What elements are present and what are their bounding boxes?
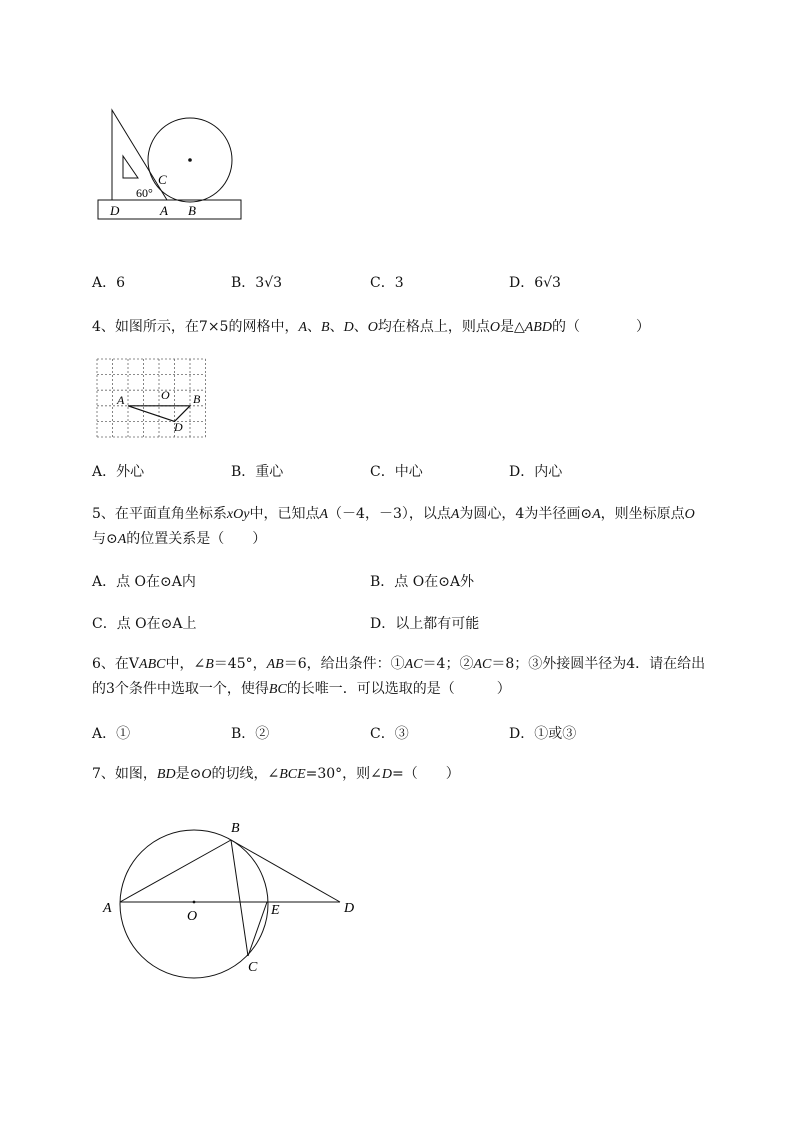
q6-text: 的长唯一．可以选取的是（ ） bbox=[286, 681, 511, 697]
q6-option-a: A．① bbox=[92, 726, 131, 742]
q5-text: 5、在平面直角坐标系 bbox=[92, 506, 227, 522]
q4-var: B bbox=[321, 320, 330, 335]
q7-line-ab bbox=[120, 840, 231, 902]
q6-text: 6、在V bbox=[92, 656, 140, 672]
q4-var: D bbox=[343, 320, 354, 335]
q6-var: B bbox=[205, 657, 214, 672]
q5-line-2 bbox=[92, 527, 782, 552]
q4-text: 、 bbox=[353, 319, 368, 335]
q4-question bbox=[92, 315, 782, 340]
q7-label-B: B bbox=[231, 821, 240, 836]
q4-option-b: B．重心 bbox=[231, 464, 284, 480]
q4-var: O bbox=[489, 320, 500, 335]
q7-tangent-bd bbox=[231, 840, 340, 902]
q4-var: ABD bbox=[524, 320, 552, 335]
q4-option-d: D．内心 bbox=[509, 464, 563, 480]
q4-label-D: D bbox=[174, 420, 183, 434]
q6-text: ＝4；② bbox=[422, 656, 474, 672]
q5-var: O bbox=[684, 507, 695, 522]
q6-text: 中，∠ bbox=[165, 656, 206, 672]
q7-center-dot bbox=[193, 901, 196, 904]
q5-text: 与⊙ bbox=[92, 531, 118, 547]
q3-label-B: B bbox=[188, 203, 196, 218]
q3-option-c: C．3 bbox=[370, 275, 404, 291]
q6-option-c: C．③ bbox=[370, 726, 409, 742]
q7-var: D bbox=[381, 767, 393, 782]
q4-option-a: A．外心 bbox=[92, 464, 145, 480]
q7-figure bbox=[98, 814, 368, 984]
q4-text: 是△ bbox=[499, 319, 525, 335]
q3-figure bbox=[92, 104, 252, 224]
q4-text: 均在格点上，则点 bbox=[377, 319, 490, 335]
q7-text: 的切线，∠ bbox=[211, 766, 280, 782]
q5-text: 的位置关系是（ ） bbox=[126, 531, 267, 547]
q4-option-c: C．中心 bbox=[370, 464, 423, 480]
q6-var: AC bbox=[404, 657, 423, 672]
q7-question bbox=[92, 762, 782, 787]
q4-label-O: O bbox=[161, 388, 170, 402]
q7-var: O bbox=[201, 767, 212, 782]
q4-label-B: B bbox=[193, 392, 201, 406]
q7-var: BCE bbox=[279, 767, 306, 782]
q6-line-1 bbox=[92, 652, 782, 677]
q7-var: BD bbox=[156, 767, 176, 782]
q3-label-D: D bbox=[110, 203, 120, 218]
q4-text: 的（ ） bbox=[551, 319, 650, 335]
q7-text: 是⊙ bbox=[175, 766, 202, 782]
q7-label-C: C bbox=[248, 960, 258, 975]
q5-var: A bbox=[450, 507, 460, 522]
q4-text: 、 bbox=[307, 319, 322, 335]
q6-var: BC bbox=[268, 682, 287, 697]
q6-line-2 bbox=[92, 677, 782, 702]
q5-option-a: A．点 O在⊙A内 bbox=[92, 574, 196, 590]
q5-text: ，则坐标原点 bbox=[600, 506, 685, 522]
q3-option-b bbox=[231, 272, 282, 292]
q5-var: A bbox=[592, 507, 601, 522]
q7-label-E: E bbox=[271, 903, 280, 918]
q5-option-b: B．点 O在⊙A外 bbox=[370, 574, 475, 590]
q6-var: AC bbox=[473, 657, 492, 672]
q5-text: 中，已知点 bbox=[249, 506, 320, 522]
q6-question bbox=[92, 652, 782, 702]
q7-text: 7、如图， bbox=[92, 766, 157, 782]
q3-label-C: C bbox=[158, 172, 167, 187]
q5-option-d: D．以上都有可能 bbox=[370, 616, 480, 632]
q5-question bbox=[92, 502, 782, 552]
q3-label-A: A bbox=[160, 203, 168, 218]
q6-var: ABC bbox=[139, 657, 166, 672]
q6-text: ＝6，给出条件：① bbox=[283, 656, 405, 672]
q6-text: ＝8；③外接圆半径为4．请在给出 bbox=[491, 656, 706, 672]
q5-text: （－4，－3），以点 bbox=[328, 506, 451, 522]
q7-label-A: A bbox=[103, 901, 112, 916]
q6-var: AB bbox=[266, 657, 284, 672]
q3-option-d-text: D．6√3 bbox=[509, 275, 561, 291]
q5-text: 为圆心，4为半径画⊙ bbox=[459, 506, 593, 522]
q4-text: 、 bbox=[329, 319, 344, 335]
q7-label-O: O bbox=[187, 909, 198, 924]
q7-text: =（ ） bbox=[392, 766, 460, 782]
q3-set-square-hole bbox=[123, 156, 138, 178]
q6-option-b: B．② bbox=[231, 726, 270, 742]
q3-option-d bbox=[509, 272, 561, 292]
q4-text: 4、如图所示，在7×5的网格中， bbox=[92, 319, 299, 335]
q6-text: 的3个条件中选取一个，使得 bbox=[92, 681, 269, 697]
q4-grid bbox=[97, 359, 206, 437]
q5-var: A bbox=[117, 532, 127, 547]
q3-option-b-text: B．3√3 bbox=[231, 275, 283, 291]
q3-circle-center bbox=[188, 158, 192, 162]
q7-line-bc bbox=[231, 840, 248, 956]
q4-label-A: A bbox=[117, 393, 125, 407]
q3-label-angle: 60° bbox=[136, 186, 153, 200]
q7-text: =30°，则∠ bbox=[305, 766, 382, 782]
q4-var: A bbox=[298, 320, 308, 335]
q7-circle-o bbox=[120, 830, 268, 978]
q5-option-c: C．点 O在⊙A上 bbox=[92, 616, 197, 632]
q3-option-a: A．6 bbox=[92, 275, 126, 291]
q4-grid-figure bbox=[94, 356, 210, 440]
q7-label-D: D bbox=[344, 901, 355, 916]
q4-var: O bbox=[367, 320, 378, 335]
q5-line-1 bbox=[92, 502, 782, 527]
q5-var: A bbox=[319, 507, 329, 522]
q6-option-d: D．①或③ bbox=[509, 726, 577, 742]
q6-text: ＝45°， bbox=[213, 656, 267, 672]
q3-ruler bbox=[98, 200, 241, 219]
q5-var: xOy bbox=[226, 507, 250, 522]
